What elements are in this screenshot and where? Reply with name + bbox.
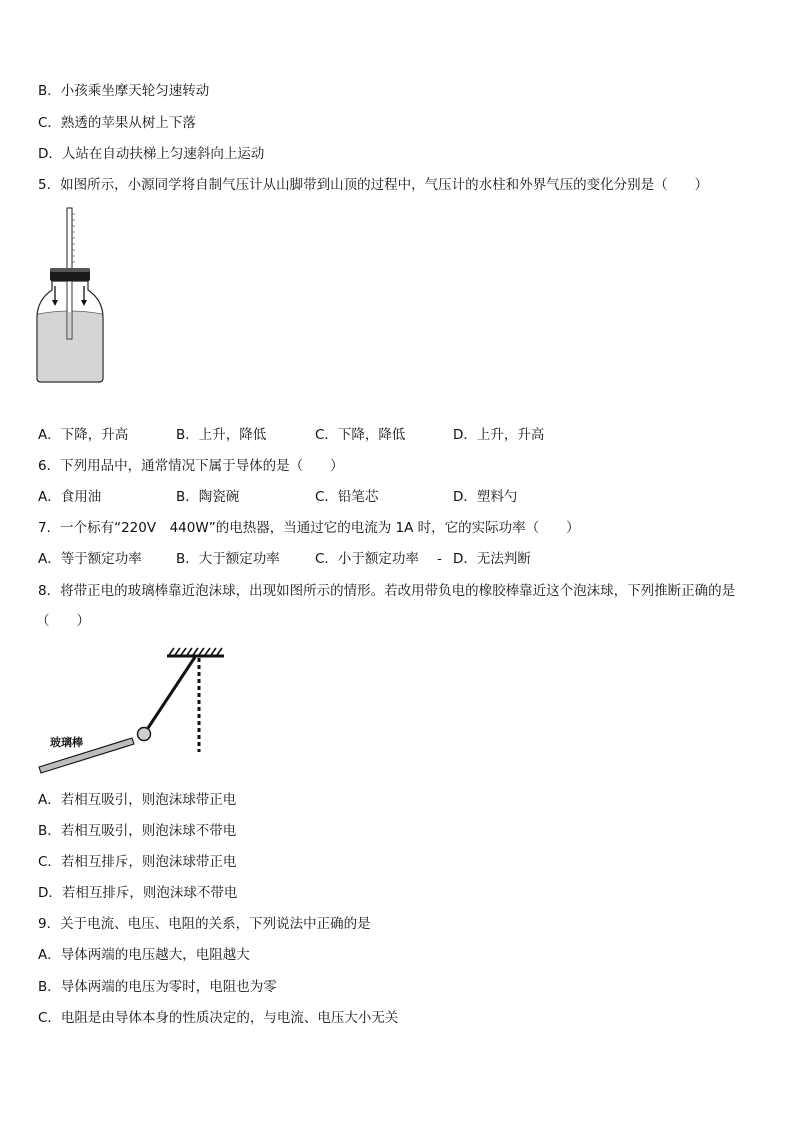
barometer-figure <box>34 206 106 384</box>
q5-option-c: C．下降，降低 <box>315 427 406 443</box>
q6-option-d: D．塑料勺 <box>453 489 518 505</box>
q8-option-d: D．若相互排斥，则泡沫球不带电 <box>38 885 238 901</box>
q7-option-b: B．大于额定功率 <box>176 551 280 567</box>
glass-rod-label: 玻璃棒 <box>50 737 83 749</box>
q7-stem: 7．一个标有“220V 440W”的电热器，当通过它的电流为 1A 时，它的实际功率（ ） <box>38 520 580 536</box>
q8-stem-line2: （ ） <box>36 613 90 629</box>
q4-option-b: B．小孩乘坐摩天轮匀速转动 <box>38 83 210 99</box>
q8-option-a: A．若相互吸引，则泡沫球带正电 <box>38 792 237 808</box>
q4-option-d: D．人站在自动扶梯上匀速斜向上运动 <box>38 146 265 162</box>
q9-option-a: A．导体两端的电压越大，电阻越大 <box>38 947 250 963</box>
q5-option-b: B．上升，降低 <box>176 427 267 443</box>
q7-option-a: A．等于额定功率 <box>38 551 142 567</box>
q9-option-b: B．导体两端的电压为零时，电阻也为零 <box>38 979 277 995</box>
q6-stem: 6．下列用品中，通常情况下属于导体的是（ ） <box>38 458 344 474</box>
q8-option-c: C．若相互排斥，则泡沫球带正电 <box>38 854 237 870</box>
q7-option-d: D．无法判断 <box>453 551 531 567</box>
q7-option-c: C．小于额定功率 <box>315 551 419 567</box>
q5-option-a: A．下降，升高 <box>38 427 129 443</box>
q5-stem: 5．如图所示，小源同学将自制气压计从山脚带到山顶的过程中，气压计的水柱和外界气压的变化分别是（ ） <box>38 177 709 193</box>
q8-stem-line1: 8．将带正电的玻璃棒靠近泡沫球，出现如图所示的情形。若改用带负电的橡胶棒靠近这个泡沫球，下列推断正确的是 <box>38 583 736 599</box>
q6-option-a: A．食用油 <box>38 489 102 505</box>
pendulum-figure <box>36 644 230 776</box>
q9-stem: 9．关于电流、电压、电阻的关系，下列说法中正确的是 <box>38 916 371 932</box>
q9-option-c: C．电阻是由导体本身的性质决定的，与电流、电压大小无关 <box>38 1010 399 1026</box>
q8-option-b: B．若相互吸引，则泡沫球不带电 <box>38 823 237 839</box>
q6-option-c: C．铅笔芯 <box>315 489 379 505</box>
q7-stray-mark: - <box>437 551 442 567</box>
q5-option-d: D．上升，升高 <box>453 427 545 443</box>
q6-option-b: B．陶瓷碗 <box>176 489 240 505</box>
q4-option-c: C．熟透的苹果从树上下落 <box>38 115 196 131</box>
